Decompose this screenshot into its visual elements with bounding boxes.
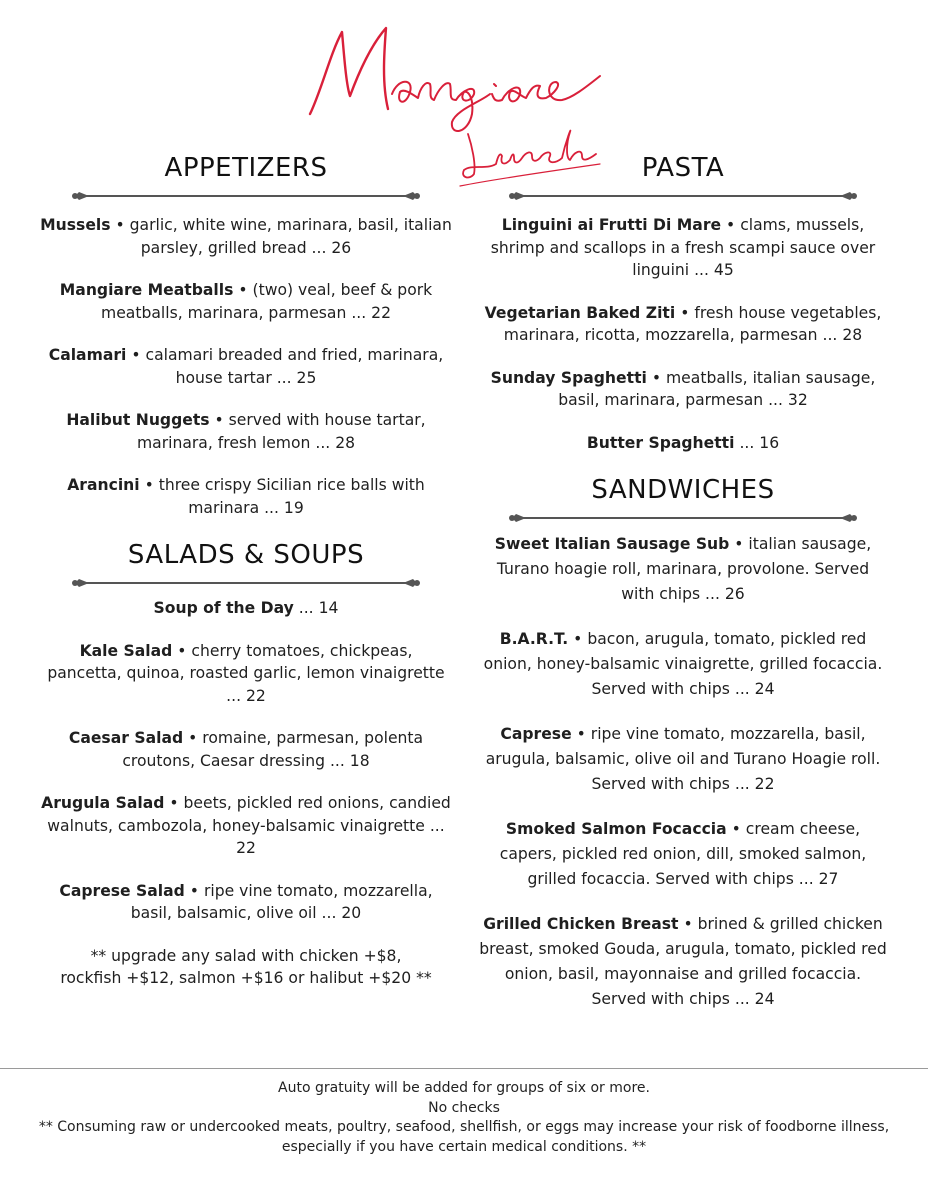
footer-divider (0, 1068, 928, 1069)
menu-item: Halibut Nuggets • served with house tartar, marinara, fresh lemon ... 28 (66, 411, 426, 452)
menu-item: Arancini • three crispy Sicilian rice balls with marinara ... 19 (67, 476, 425, 517)
left-column (40, 150, 452, 990)
ornamental-divider (71, 190, 421, 202)
appetizers-title: APPETIZERS (164, 153, 328, 183)
menu-item: Mangiare Meatballs • (two) veal, beef & pork meatballs, marinara, parmesan ... 22 (59, 281, 433, 322)
menu-item: Caprese Salad • ripe vine tomato, mozzarella, basil, balsamic, olive oil ... 20 (59, 881, 433, 922)
footer-notes (0, 1079, 928, 1157)
menu-item: Butter Spaghetti ... 16 (586, 433, 780, 452)
upgrade-note: ** upgrade any salad with chicken +$8, rockfish +$12, salmon +$16 or halibut +$20 ** (60, 946, 432, 987)
sandwiches-title: SANDWICHES (591, 475, 775, 505)
menu-item: Sweet Italian Sausage Sub • italian sausage, Turano hoagie roll, marinara, provolone. Served with chips ... 26 (494, 535, 872, 603)
menu-item: Vegetarian Baked Ziti • fresh house vegetables, marinara, ricotta, mozzarella, parmesan ... 28 (484, 303, 882, 344)
consumption-warning-cont: especially if you have certain medical conditions. ** (281, 1138, 647, 1155)
salads-title: SALADS & SOUPS (127, 540, 365, 570)
menu-item: Grilled Chicken Breast • brined & grilled chicken breast, smoked Gouda, arugula, tomato, pickled red onion, basil, mayonnaise and grilled focaccia. Served with chips ... 24 (479, 915, 887, 1008)
consumption-warning: ** Consuming raw or undercooked meats, poultry, seafood, shellfish, or eggs may increase your risk of foodborne illness, (38, 1119, 890, 1135)
menu-item: Kale Salad • cherry tomatoes, chickpeas, pancetta, quinoa, roasted garlic, lemon vinaigrette ... 22 (47, 641, 445, 705)
right-column (478, 150, 888, 1012)
menu-item: Caprese • ripe vine tomato, mozzarella, basil, arugula, balsamic, olive oil and Turano Hoagie roll. Served with chips ... 22 (485, 725, 881, 793)
ornamental-divider (508, 190, 858, 202)
menu-item: Caesar Salad • romaine, parmesan, polenta croutons, Caesar dressing ... 18 (68, 729, 424, 770)
menu-item: Linguini ai Frutti Di Mare • clams, mussels, shrimp and scallops in a fresh scampi sauce over linguini ... 45 (490, 216, 876, 279)
ornamental-divider (71, 577, 421, 589)
menu-item: Smoked Salmon Focaccia • cream cheese, capers, pickled red onion, dill, smoked salmon, grilled focaccia. Served with chips ... 27 (499, 820, 867, 888)
menu-item: Arugula Salad • beets, pickled red onions, candied walnuts, cambozola, honey-balsamic vinaigrette ... 22 (41, 794, 451, 857)
menu-item: B.A.R.T. • bacon, arugula, tomato, pickled red onion, honey-balsamic vinaigrette, grilled focaccia. Served with chips ... 24 (483, 630, 883, 698)
menu-item: Soup of the Day ... 14 (153, 599, 339, 617)
gratuity-note: Auto gratuity will be added for groups of six or more. (278, 1080, 650, 1096)
ornamental-divider (508, 512, 858, 524)
no-checks-note: No checks (428, 1099, 500, 1116)
pasta-title: PASTA (641, 153, 725, 183)
menu-item: Calamari • calamari breaded and fried, marinara, house tartar ... 25 (48, 346, 444, 387)
menu-item: Mussels • garlic, white wine, marinara, basil, italian parsley, grilled bread ... 26 (40, 216, 452, 257)
menu-item: Sunday Spaghetti • meatballs, italian sausage, basil, marinara, parmesan ... 32 (490, 368, 876, 409)
